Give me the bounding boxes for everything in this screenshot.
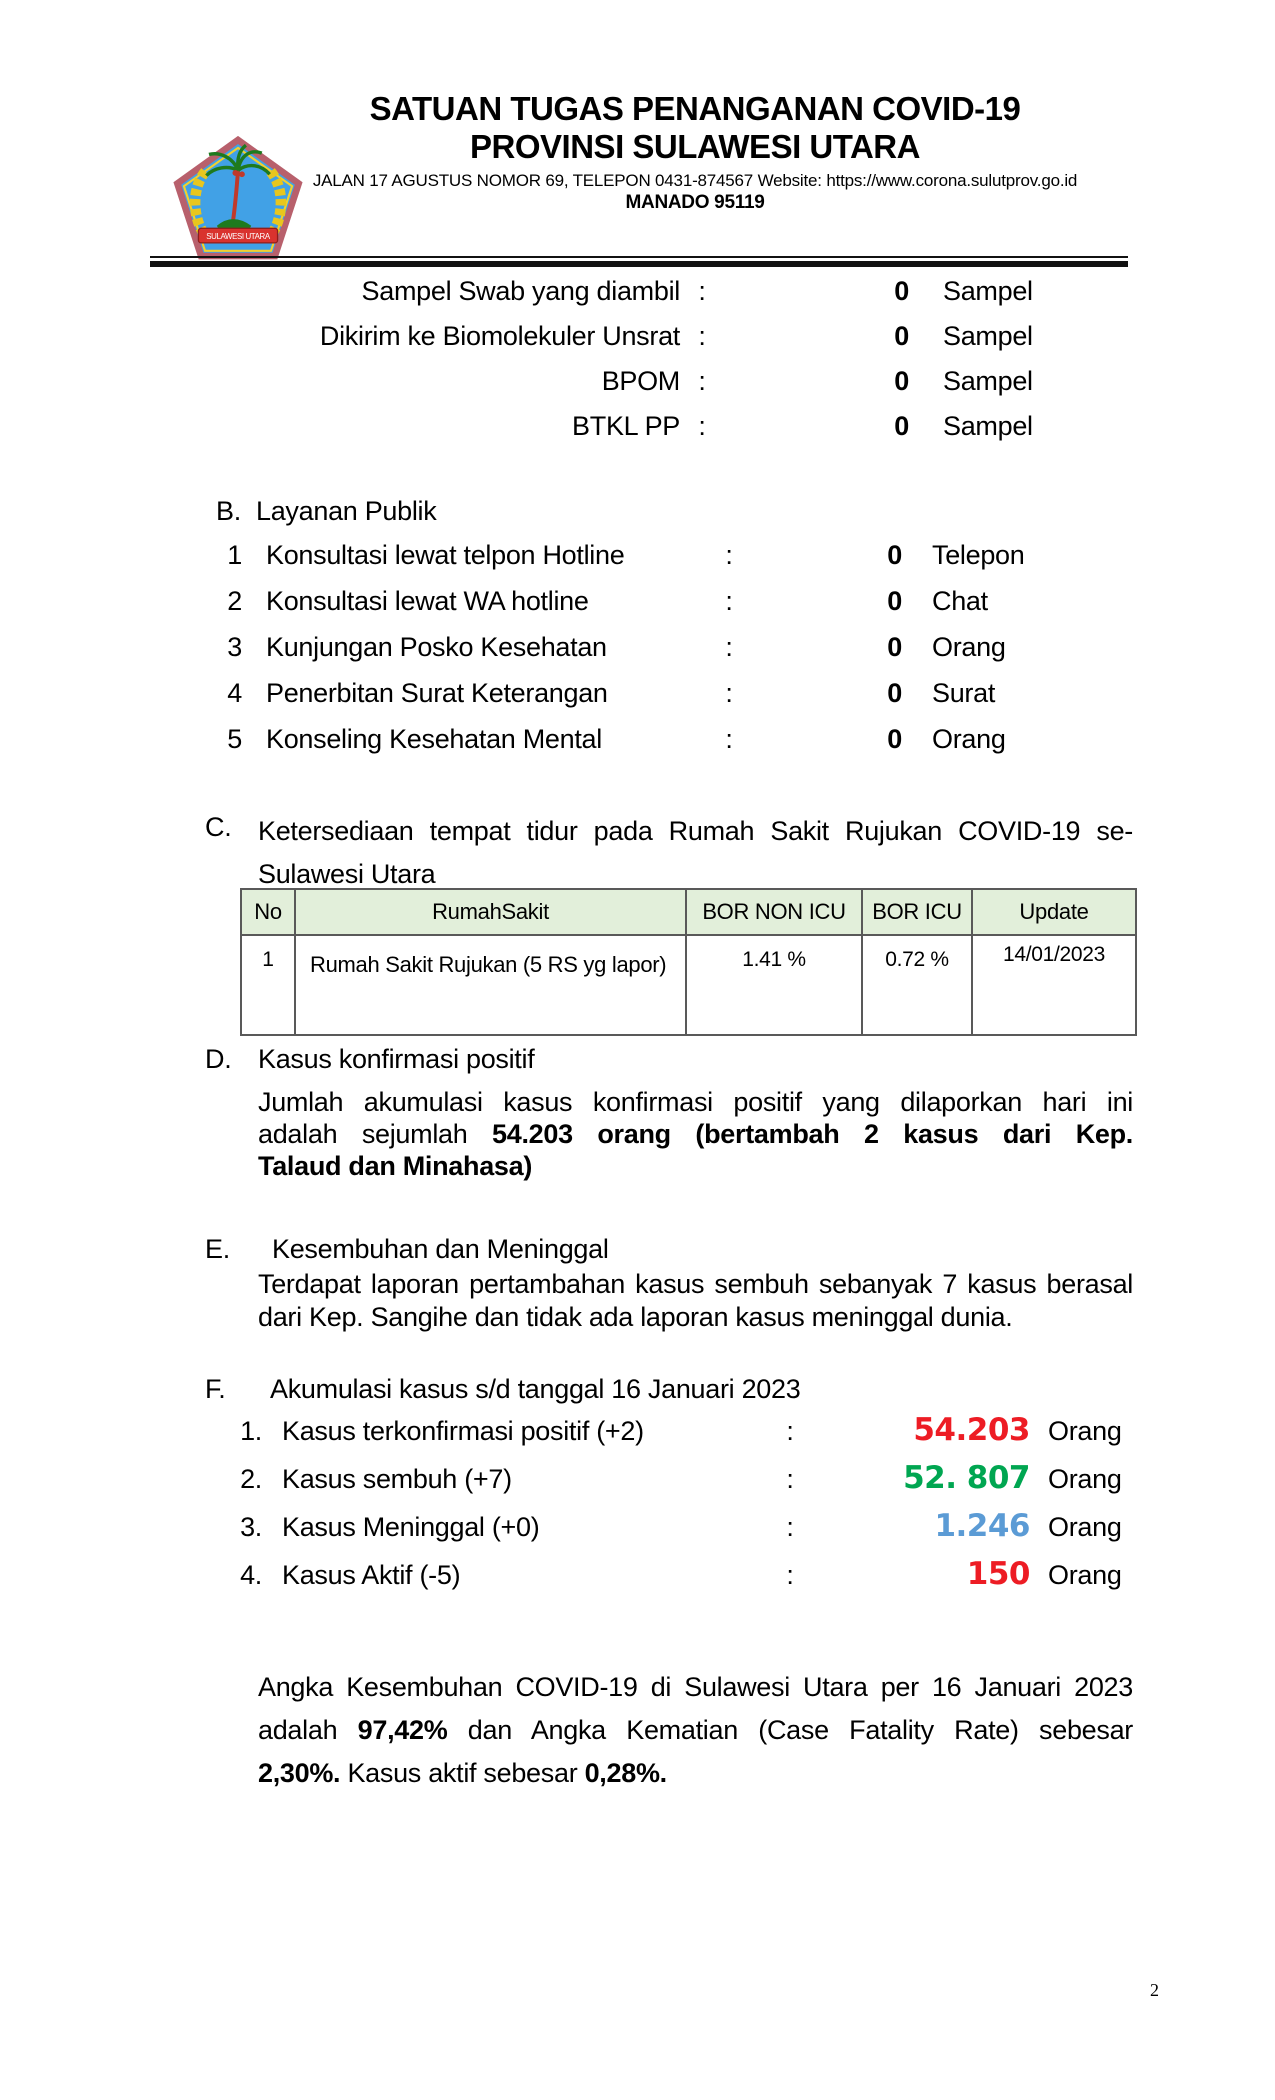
org-city-postcode: MANADO 95119 bbox=[625, 192, 765, 213]
stat-unit: Orang bbox=[1048, 1416, 1122, 1446]
sample-label: Dikirim ke Biomolekuler Unsrat bbox=[319, 321, 680, 351]
section-f-letter: F. bbox=[205, 1374, 226, 1404]
recovery-rate-value: 97,42% bbox=[357, 1715, 448, 1745]
service-number: 1 bbox=[227, 540, 242, 570]
text-normal: adalah bbox=[258, 1715, 358, 1745]
paragraph-line: Jumlah akumulasi kasus konfirmasi positif yang dilaporkan hari ini bbox=[258, 1087, 1133, 1117]
section-e-title: Kesembuhan dan Meninggal bbox=[272, 1234, 609, 1264]
service-label: Konsultasi lewat telpon Hotline bbox=[266, 540, 625, 570]
service-number: 4 bbox=[227, 678, 242, 708]
section-b-title: Layanan Publik bbox=[256, 496, 437, 526]
col-header-no: No bbox=[241, 889, 295, 935]
paragraph-line: dari Kep. Sangihe dan tidak ada laporan kasus meninggal dunia. bbox=[258, 1302, 1013, 1332]
stat-label: Kasus sembuh (+7) bbox=[282, 1464, 512, 1494]
service-unit: Orang bbox=[932, 632, 1006, 662]
service-unit: Orang bbox=[932, 724, 1006, 754]
cell-no: 1 bbox=[241, 935, 295, 1035]
colon-separator: : bbox=[786, 1560, 794, 1590]
service-value: 0 bbox=[887, 724, 902, 754]
text-bold: 54.203 orang (bertambah 2 kasus dari Kep. bbox=[492, 1119, 1133, 1149]
paragraph-line: Terdapat laporan pertambahan kasus sembuh sebanyak 7 kasus berasal bbox=[258, 1269, 1133, 1299]
letterhead bbox=[255, 90, 1135, 214]
banner-ribbon bbox=[198, 228, 277, 243]
service-row bbox=[150, 632, 1140, 678]
service-row bbox=[150, 678, 1140, 724]
stat-number: 2. bbox=[240, 1464, 262, 1494]
sample-value: 0 bbox=[894, 411, 909, 441]
stat-value-recovered: 52. 807 bbox=[903, 1460, 1030, 1496]
service-number: 5 bbox=[227, 724, 242, 754]
stat-number: 1. bbox=[240, 1416, 262, 1446]
stat-unit: Orang bbox=[1048, 1512, 1122, 1542]
stat-label: Kasus Aktif (-5) bbox=[282, 1560, 461, 1590]
public-service-list bbox=[150, 540, 1140, 770]
colon-separator: : bbox=[698, 276, 706, 306]
col-header-bor-icu: BOR ICU bbox=[862, 889, 972, 935]
sample-unit: Sampel bbox=[943, 411, 1033, 441]
sample-value: 0 bbox=[894, 366, 909, 396]
service-value: 0 bbox=[887, 678, 902, 708]
service-unit: Surat bbox=[932, 678, 996, 708]
service-unit: Telepon bbox=[932, 540, 1025, 570]
stat-value-confirmed: 54.203 bbox=[913, 1412, 1030, 1448]
table-header-row bbox=[241, 889, 1136, 935]
header-divider-thin-line bbox=[150, 256, 1128, 258]
cell-bor-non-icu: 1.41 % bbox=[686, 935, 862, 1035]
sample-unit: Sampel bbox=[943, 366, 1033, 396]
stat-number: 3. bbox=[240, 1512, 262, 1542]
stat-value-deceased: 1.246 bbox=[934, 1508, 1030, 1544]
sample-label: BTKL PP bbox=[572, 411, 680, 441]
org-title-line1: SATUAN TUGAS PENANGANAN COVID-19 bbox=[369, 90, 1021, 127]
header-divider bbox=[150, 256, 1128, 267]
colon-separator: : bbox=[725, 724, 733, 754]
section-d-letter: D. bbox=[205, 1044, 232, 1074]
case-stat-row bbox=[150, 1460, 1150, 1508]
sample-label: Sampel Swab yang diambil bbox=[361, 276, 680, 306]
sample-row bbox=[150, 411, 1140, 456]
stat-unit: Orang bbox=[1048, 1560, 1122, 1590]
colon-separator: : bbox=[698, 411, 706, 441]
paragraph-line: Angka Kesembuhan COVID-19 di Sulawesi Utara per 16 Januari 2023 bbox=[258, 1672, 1133, 1702]
colon-separator: : bbox=[786, 1416, 794, 1446]
section-e-letter: E. bbox=[205, 1234, 230, 1264]
sample-label: BPOM bbox=[601, 366, 680, 396]
case-accumulation-list bbox=[150, 1412, 1150, 1604]
sample-summary-list bbox=[150, 276, 1140, 456]
colon-separator: : bbox=[725, 632, 733, 662]
paragraph-line bbox=[258, 1118, 1133, 1150]
service-number: 3 bbox=[227, 632, 242, 662]
colon-separator: : bbox=[725, 586, 733, 616]
service-number: 2 bbox=[227, 586, 242, 616]
sample-row bbox=[150, 321, 1140, 366]
org-address: JALAN 17 AGUSTUS NOMOR 69, TELEPON 0431-874567 Website: https://www.corona.sulutprov.go.id bbox=[312, 171, 1078, 190]
service-unit: Chat bbox=[932, 586, 988, 616]
service-row bbox=[150, 724, 1140, 770]
page-number: 2 bbox=[1150, 1980, 1159, 2000]
case-stat-row bbox=[150, 1412, 1150, 1460]
sample-row bbox=[150, 366, 1140, 411]
table-row bbox=[241, 935, 1136, 1035]
service-row bbox=[150, 540, 1140, 586]
cell-hospital: Rumah Sakit Rujukan (5 RS yg lapor) bbox=[295, 935, 686, 1035]
text-normal: adalah sejumlah bbox=[258, 1119, 493, 1149]
section-b-letter: B. bbox=[216, 496, 241, 526]
sample-unit: Sampel bbox=[943, 321, 1033, 351]
col-header-update: Update bbox=[972, 889, 1136, 935]
colon-separator: : bbox=[786, 1464, 794, 1494]
colon-separator: : bbox=[725, 540, 733, 570]
service-label: Penerbitan Surat Keterangan bbox=[266, 678, 608, 708]
service-label: Konseling Kesehatan Mental bbox=[266, 724, 602, 754]
fatality-rate-value: 2,30%. bbox=[258, 1758, 341, 1788]
sample-unit: Sampel bbox=[943, 276, 1033, 306]
active-rate-value: 0,28%. bbox=[584, 1758, 667, 1788]
sample-row bbox=[150, 276, 1140, 321]
hospital-bed-table bbox=[240, 888, 1137, 1036]
section-c-letter: C. bbox=[205, 812, 232, 842]
text-normal: Kasus aktif sebesar bbox=[340, 1758, 585, 1788]
service-value: 0 bbox=[887, 632, 902, 662]
cell-bor-icu: 0.72 % bbox=[862, 935, 972, 1035]
paragraph-line bbox=[258, 1709, 1133, 1752]
stat-number: 4. bbox=[240, 1560, 262, 1590]
banner-text: SULAWESI UTARA bbox=[206, 232, 270, 242]
section-c-title bbox=[258, 810, 1133, 896]
section-d-title: Kasus konfirmasi positif bbox=[258, 1044, 535, 1074]
col-header-hospital: RumahSakit bbox=[295, 889, 686, 935]
col-header-bor-non-icu: BOR NON ICU bbox=[686, 889, 862, 935]
paragraph-line bbox=[258, 1752, 1133, 1795]
colon-separator: : bbox=[698, 366, 706, 396]
service-row bbox=[150, 586, 1140, 632]
section-d-paragraph bbox=[258, 1086, 1133, 1182]
stat-label: Kasus Meninggal (+0) bbox=[282, 1512, 540, 1542]
colon-separator: : bbox=[786, 1512, 794, 1542]
colon-separator: : bbox=[725, 678, 733, 708]
paragraph-line: Talaud dan Minahasa) bbox=[258, 1151, 533, 1181]
header-divider-thick-line bbox=[150, 261, 1128, 267]
text-normal: dan Angka Kematian (Case Fatality Rate) sebesar bbox=[447, 1715, 1134, 1745]
section-c-title-line2: Sulawesi Utara bbox=[258, 859, 436, 889]
service-label: Konsultasi lewat WA hotline bbox=[266, 586, 589, 616]
org-title-line2: PROVINSI SULAWESI UTARA bbox=[470, 128, 920, 165]
service-value: 0 bbox=[887, 540, 902, 570]
section-e-paragraph bbox=[258, 1268, 1133, 1334]
cell-update: 14/01/2023 bbox=[972, 935, 1136, 1035]
sample-value: 0 bbox=[894, 321, 909, 351]
service-value: 0 bbox=[887, 586, 902, 616]
stat-unit: Orang bbox=[1048, 1464, 1122, 1494]
stat-label: Kasus terkonfirmasi positif (+2) bbox=[282, 1416, 644, 1446]
closing-paragraph bbox=[258, 1666, 1133, 1795]
section-f-title: Akumulasi kasus s/d tanggal 16 Januari 2023 bbox=[270, 1374, 801, 1404]
stat-value-active: 150 bbox=[966, 1556, 1030, 1592]
case-stat-row bbox=[150, 1556, 1150, 1604]
service-label: Kunjungan Posko Kesehatan bbox=[266, 632, 607, 662]
case-stat-row bbox=[150, 1508, 1150, 1556]
section-c-title-line1: Ketersediaan tempat tidur pada Rumah Sakit Rujukan COVID-19 se- bbox=[258, 816, 1133, 846]
colon-separator: : bbox=[698, 321, 706, 351]
sample-value: 0 bbox=[894, 276, 909, 306]
